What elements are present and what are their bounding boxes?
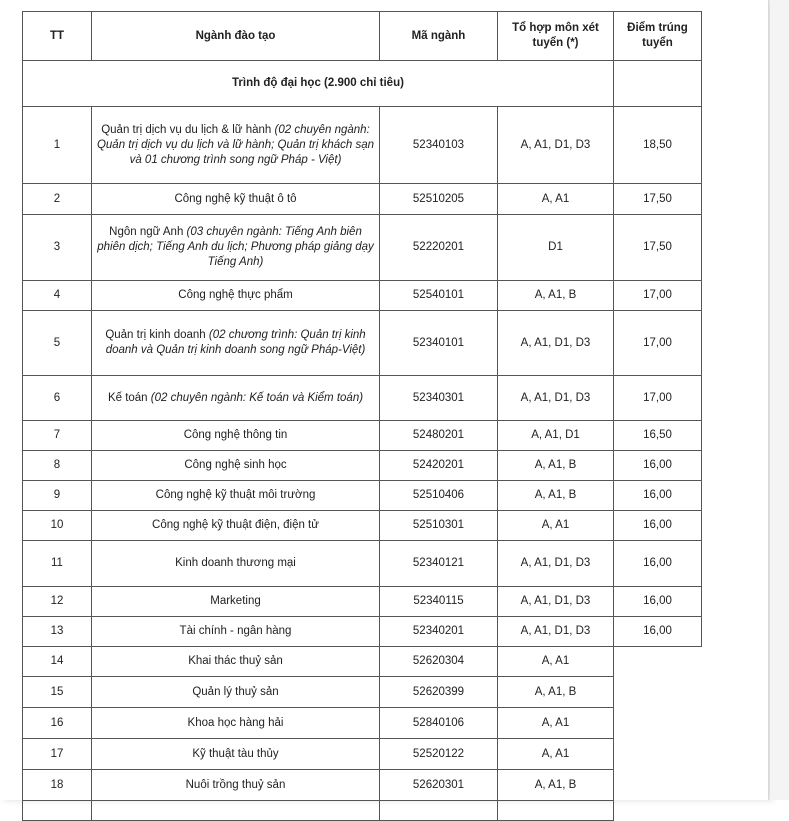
row-tt: 6 [23, 376, 92, 421]
row-combo: A, A1, B [498, 451, 614, 481]
major-name: Tài chính - ngân hàng [179, 625, 292, 637]
table-row [23, 281, 702, 311]
row-combo: A, A1 [498, 184, 614, 215]
table-row [23, 587, 702, 617]
table-row [23, 677, 702, 708]
major-note: (02 chuyên ngành: Kế toán và Kiểm toán) [150, 391, 364, 404]
row-major [92, 511, 380, 541]
row-score: 16,00 [614, 481, 702, 511]
section-title: Trình độ đại học (2.900 chỉ tiêu) [23, 61, 614, 107]
major-name: Công nghệ thông tin [183, 429, 288, 441]
row-code: 52340121 [380, 541, 498, 587]
row-tt: 16 [23, 708, 92, 739]
table-row [23, 708, 702, 739]
table-row [23, 421, 702, 451]
row-code: 52510205 [380, 184, 498, 215]
row-combo: A, A1 [498, 708, 614, 739]
header-tt: TT [23, 12, 92, 61]
row-tt: 18 [23, 770, 92, 801]
major-name: Công nghệ kỹ thuật môi trường [155, 489, 316, 501]
row-major [92, 770, 380, 801]
table-row [23, 376, 702, 421]
row-code: 52480201 [380, 421, 498, 451]
header-score: Điểm trúng tuyển [614, 12, 702, 61]
row-code: 52620304 [380, 647, 498, 677]
row-major [92, 421, 380, 451]
major-name: Khai thác thuỷ sản [188, 655, 283, 667]
row-combo: A, A1, D1, D3 [498, 541, 614, 587]
table-row [23, 451, 702, 481]
row-tt: 4 [23, 281, 92, 311]
row-code: 52340201 [380, 617, 498, 647]
row-tt: 15 [23, 677, 92, 708]
row-tt: 11 [23, 541, 92, 587]
row-combo: A, A1, D1, D3 [498, 311, 614, 376]
header-combo: Tổ hợp môn xét tuyển (*) [498, 12, 614, 61]
major-name: Kinh doanh thương mại [175, 557, 296, 569]
row-major [92, 281, 380, 311]
row-major [92, 647, 380, 677]
row-major [92, 739, 380, 770]
major-note: (03 chuyên ngành: Tiếng Anh biên phiên dịch; Tiếng Anh du lịch; Phương pháp giảng dạy Tiếng Anh) [97, 226, 374, 268]
row-combo: A, A1, B [498, 481, 614, 511]
row-score: 16,00 [614, 511, 702, 541]
row-code: 52340101 [380, 311, 498, 376]
row-score: 17,00 [614, 311, 702, 376]
major-name: Quản trị kinh doanh [105, 329, 206, 341]
partial-cell [614, 801, 702, 821]
major-name: Công nghệ thực phẩm [178, 289, 293, 301]
row-score: 18,50 [614, 107, 702, 184]
table-row [23, 107, 702, 184]
row-combo: A, A1, D1, D3 [498, 107, 614, 184]
row-major [92, 708, 380, 739]
partial-cell [92, 801, 380, 821]
row-combo: D1 [498, 215, 614, 281]
major-name: Nuôi trồng thuỷ sản [185, 778, 286, 791]
row-major [92, 541, 380, 587]
row-score [614, 770, 702, 801]
major-name: Công nghệ sinh học [184, 459, 287, 471]
section-score-cell [614, 61, 702, 107]
row-major [92, 184, 380, 215]
row-major [92, 587, 380, 617]
table-row [23, 739, 702, 770]
section-row [23, 61, 702, 107]
major-note: (02 chuyên ngành: Quản trị dịch vụ du lịch và lữ hành; Quản trị khách sạn và 01 chương trình song ngữ Pháp - Việt) [96, 123, 375, 166]
row-tt: 2 [23, 184, 92, 215]
major-name: Kế toán [107, 391, 148, 404]
major-name: Quản trị dịch vụ du lịch & lữ hành [101, 123, 272, 136]
row-combo: A, A1, B [498, 677, 614, 708]
row-code: 52620399 [380, 677, 498, 708]
row-combo: A, A1, B [498, 281, 614, 311]
row-score: 17,00 [614, 376, 702, 421]
table-row [23, 511, 702, 541]
table-row [23, 770, 702, 801]
row-score [614, 708, 702, 739]
row-tt: 5 [23, 311, 92, 376]
row-major [92, 107, 380, 184]
row-tt: 17 [23, 739, 92, 770]
row-score: 16,00 [614, 587, 702, 617]
table-row [23, 647, 702, 677]
row-major [92, 311, 380, 376]
row-score [614, 647, 702, 677]
row-tt: 3 [23, 215, 92, 281]
row-tt: 13 [23, 617, 92, 647]
row-code: 52340115 [380, 587, 498, 617]
row-tt: 10 [23, 511, 92, 541]
major-name: Công nghệ kỹ thuật ô tô [174, 192, 297, 205]
row-tt: 8 [23, 451, 92, 481]
row-combo: A, A1, D1, D3 [498, 587, 614, 617]
row-code: 52510301 [380, 511, 498, 541]
row-score [614, 677, 702, 708]
row-tt: 9 [23, 481, 92, 511]
row-combo: A, A1, D1, D3 [498, 617, 614, 647]
row-code: 52220201 [380, 215, 498, 281]
table-row [23, 541, 702, 587]
header-code: Mã ngành [380, 12, 498, 61]
row-code: 52520122 [380, 739, 498, 770]
row-major [92, 677, 380, 708]
table-row [23, 481, 702, 511]
admission-table [22, 11, 702, 821]
row-score: 16,50 [614, 421, 702, 451]
row-combo: A, A1, D1, D3 [498, 376, 614, 421]
row-major [92, 451, 380, 481]
table-row [23, 184, 702, 215]
row-tt: 1 [23, 107, 92, 184]
row-code: 52540101 [380, 281, 498, 311]
row-code: 52840106 [380, 708, 498, 739]
row-combo: A, A1, B [498, 770, 614, 801]
row-score [614, 739, 702, 770]
table-row [23, 311, 702, 376]
partial-cell [498, 801, 614, 821]
partial-cell [380, 801, 498, 821]
row-code: 52420201 [380, 451, 498, 481]
row-score: 16,00 [614, 541, 702, 587]
row-code: 52340301 [380, 376, 498, 421]
row-score: 17,00 [614, 281, 702, 311]
row-combo: A, A1 [498, 647, 614, 677]
table-row [23, 617, 702, 647]
row-major [92, 481, 380, 511]
row-combo: A, A1, D1 [498, 421, 614, 451]
major-name: Kỹ thuật tàu thủy [192, 747, 279, 760]
major-name: Ngôn ngữ Anh [109, 226, 184, 238]
row-score: 16,00 [614, 617, 702, 647]
row-major [92, 617, 380, 647]
row-tt: 7 [23, 421, 92, 451]
table-row [23, 215, 702, 281]
row-tt: 12 [23, 587, 92, 617]
row-major [92, 215, 380, 281]
major-name: Marketing [210, 595, 261, 607]
row-code: 52620301 [380, 770, 498, 801]
row-code: 52340103 [380, 107, 498, 184]
row-combo: A, A1 [498, 511, 614, 541]
row-tt: 14 [23, 647, 92, 677]
major-name: Quản lý thuỷ sản [192, 685, 279, 698]
header-row [23, 12, 702, 61]
row-score: 16,00 [614, 451, 702, 481]
row-score: 17,50 [614, 184, 702, 215]
major-name: Công nghệ kỹ thuật điện, điện tử [152, 519, 319, 531]
row-major [92, 376, 380, 421]
row-combo: A, A1 [498, 739, 614, 770]
partial-cell [23, 801, 92, 821]
row-code: 52510406 [380, 481, 498, 511]
row-score: 17,50 [614, 215, 702, 281]
major-note: (02 chương trình: Quản trị kinh doanh và Quản trị kinh doanh song ngữ Pháp-Việt) [105, 329, 366, 356]
header-major: Ngành đào tạo [92, 12, 380, 61]
major-name: Khoa học hàng hải [187, 716, 284, 729]
table-row-partial [23, 801, 702, 821]
side-gutter [770, 0, 789, 800]
